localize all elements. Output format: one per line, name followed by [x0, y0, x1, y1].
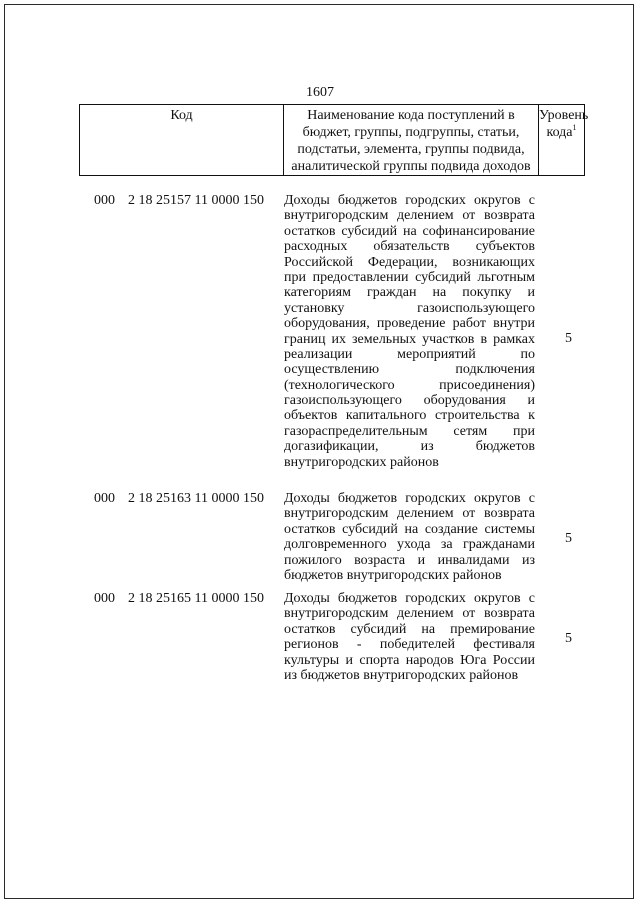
description-line: (технологического присоединения)	[284, 377, 535, 393]
income-code: 2 18 25163 11 0000 150	[128, 491, 264, 506]
page-number: 1607	[306, 85, 334, 100]
description-line: категориям граждан на покупку и	[284, 285, 535, 301]
description-line: осуществлению подключения	[284, 362, 535, 378]
table-header	[79, 104, 589, 176]
income-code: 2 18 25157 11 0000 150	[128, 193, 264, 208]
description-line: реализации мероприятий по	[284, 346, 535, 362]
admin-code: 000	[94, 491, 115, 506]
description-line: Доходы бюджетов городских округов с	[284, 591, 535, 606]
description-line: газоиспользующего оборудования и	[284, 393, 535, 409]
description-line: внутригородским делением от возврата	[284, 506, 535, 522]
description-line: расходных обязательств субъектов	[284, 239, 535, 255]
description-line: регионов - победителей фестиваля	[284, 637, 535, 653]
description-line: объектов капитального строительства к	[284, 408, 535, 424]
description-line: Доходы бюджетов городских округов с	[284, 491, 535, 506]
description-line: бюджетов внутригородских районов	[284, 567, 502, 583]
description-line: культуры и спорта народов Юга России	[284, 652, 535, 668]
description-line: остатков субсидий на создание системы	[284, 521, 535, 537]
footnote-marker: 1	[572, 123, 577, 132]
income-description	[284, 491, 535, 583]
description-line: границ их земельных участков в рамках	[284, 331, 535, 347]
header-level-line: Уровень	[539, 108, 589, 123]
header-name-column	[283, 105, 538, 175]
header-name-line: аналитической группы подвида доходов	[291, 159, 531, 174]
description-line: внутригородских районов	[284, 454, 439, 470]
description-line: остатков субсидий на софинансирование	[284, 223, 535, 239]
description-line: остатков субсидий на премирование	[284, 621, 535, 637]
income-code: 2 18 25165 11 0000 150	[128, 591, 264, 606]
level-value: 5	[565, 531, 572, 546]
description-line: догазификации, из бюджетов	[284, 439, 535, 455]
admin-code: 000	[94, 591, 115, 606]
description-line: оборудования, проведение работ внутри	[284, 316, 535, 332]
description-line: газораспределительным сетям при	[284, 423, 535, 439]
description-line: Доходы бюджетов городских округов с	[284, 193, 535, 208]
header-name-line: бюджет, группы, подгруппы, статьи,	[302, 125, 520, 140]
header-code-column: Код	[170, 108, 193, 123]
description-line: Российской Федерации, возникающих	[284, 254, 535, 270]
header-level-word: кода	[546, 125, 573, 140]
header-level-column	[538, 105, 589, 175]
description-line: пожилого возраста и инвалидами из	[284, 552, 535, 568]
description-line: внутригородским делением от возврата	[284, 606, 535, 622]
description-line: установку газоиспользующего	[284, 300, 535, 316]
description-line: из бюджетов внутригородских районов	[284, 667, 519, 683]
header-name-line: Наименование кода поступлений в	[307, 108, 515, 123]
description-line: внутригородским делением от возврата	[284, 208, 535, 224]
description-line: при предоставлении субсидий льготным	[284, 269, 535, 285]
description-line: долговременного ухода за гражданами	[284, 537, 535, 553]
income-description	[284, 193, 535, 470]
level-value: 5	[565, 631, 572, 646]
header-level-line	[539, 124, 584, 141]
income-description	[284, 591, 535, 683]
level-value: 5	[565, 331, 572, 346]
header-name-line: подстатьи, элемента, группы подвида,	[297, 142, 525, 157]
admin-code: 000	[94, 193, 115, 208]
